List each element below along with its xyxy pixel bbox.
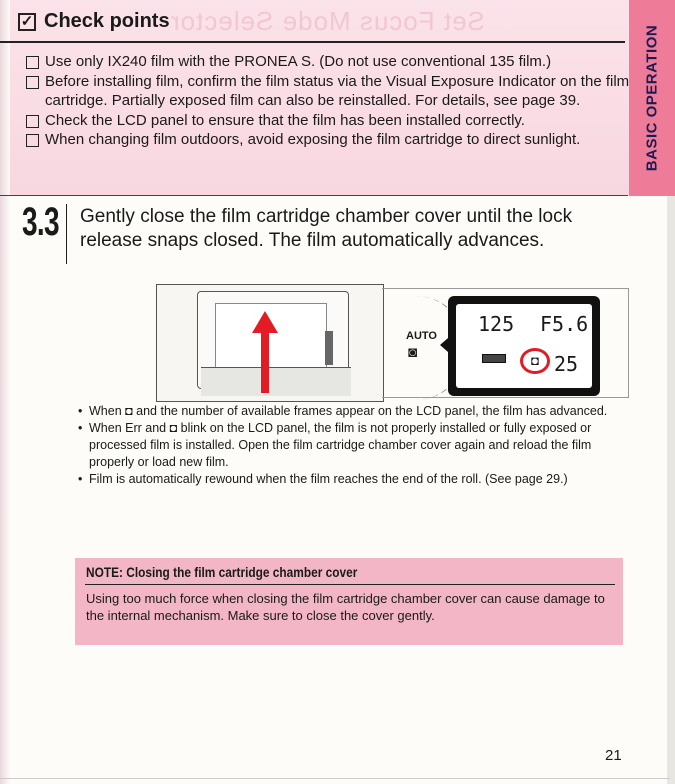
lcd-shutter-speed: 125 bbox=[478, 312, 515, 336]
section-tab bbox=[629, 0, 675, 196]
lcd-aperture: F5.6 bbox=[540, 312, 589, 336]
checkbox-icon bbox=[26, 76, 39, 89]
checkbox-icon bbox=[26, 115, 39, 128]
note-box bbox=[75, 558, 623, 645]
page-number: 21 bbox=[605, 747, 622, 764]
lcd-panel bbox=[448, 296, 600, 396]
lock-release-drawing bbox=[325, 331, 333, 365]
list-item: • Film is automatically rewound when the film reaches the end of the roll. (See page 29.) bbox=[78, 471, 626, 488]
page-edge bbox=[667, 196, 675, 784]
check-points-title: Check points bbox=[44, 10, 170, 32]
note-text: Using too much force when closing the film cartridge chamber cover can cause damage to the internal mechanism. Make sure to close the cover gently. bbox=[86, 591, 605, 623]
film-chamber-illustration bbox=[156, 284, 384, 402]
page-gutter bbox=[0, 0, 10, 784]
list-item: Use only IX240 film with the PRONEA S. (Do not use conventional 135 film.) bbox=[26, 52, 630, 72]
dial-auto-label: AUTO bbox=[406, 330, 437, 342]
pointer-icon bbox=[440, 338, 448, 352]
step-divider bbox=[66, 204, 67, 264]
list-item: Before installing film, confirm the film status via the Visual Exposure Indicator on the film cartridge. Partially exposed film can also be reinstalled. For details, see page 39. bbox=[26, 72, 630, 111]
page-bottom-edge bbox=[0, 778, 670, 779]
result-bullets bbox=[78, 403, 626, 488]
check-points-header bbox=[18, 10, 170, 33]
lcd-screen bbox=[456, 304, 592, 388]
bleed-through-heading: Set Focus Mode Selector bbox=[170, 6, 485, 36]
film-cartridge-icon: ◘ bbox=[520, 348, 550, 374]
section-tab-label: BASIC OPERATION bbox=[643, 24, 661, 172]
list-item: When changing film outdoors, avoid exposing the film cartridge to direct sunlight. bbox=[26, 130, 630, 150]
checkbox-checked-icon: ✓ bbox=[18, 13, 36, 31]
battery-icon bbox=[482, 354, 506, 363]
list-item: • When Err and ◘ blink on the LCD panel, the film is not properly installed or fully exposed or processed film is installed. Open the film cartridge chamber cover again and reload the film properly or load new film. bbox=[78, 420, 626, 471]
header-divider bbox=[0, 41, 625, 43]
step-number: 3.3 bbox=[22, 200, 59, 244]
note-divider bbox=[85, 584, 615, 585]
list-item: • When ◘ and the number of available frames appear on the LCD panel, the film has advanced. bbox=[78, 403, 626, 420]
lcd-frame-count: 25 bbox=[554, 352, 579, 376]
arrow-shaft bbox=[261, 329, 269, 393]
camera-icon: ◙ bbox=[408, 344, 418, 361]
list-item: Check the LCD panel to ensure that the film has been installed correctly. bbox=[26, 111, 630, 131]
band-divider bbox=[0, 195, 628, 196]
camera-base-drawing bbox=[201, 367, 351, 396]
note-title: NOTE: Closing the film cartridge chamber cover bbox=[86, 565, 358, 580]
check-points-list bbox=[26, 52, 630, 150]
checkbox-icon bbox=[26, 56, 39, 69]
checkbox-icon bbox=[26, 134, 39, 147]
step-instruction: Gently close the film cartridge chamber cover until the lock release snaps closed. The film automatically advances. bbox=[80, 206, 573, 251]
